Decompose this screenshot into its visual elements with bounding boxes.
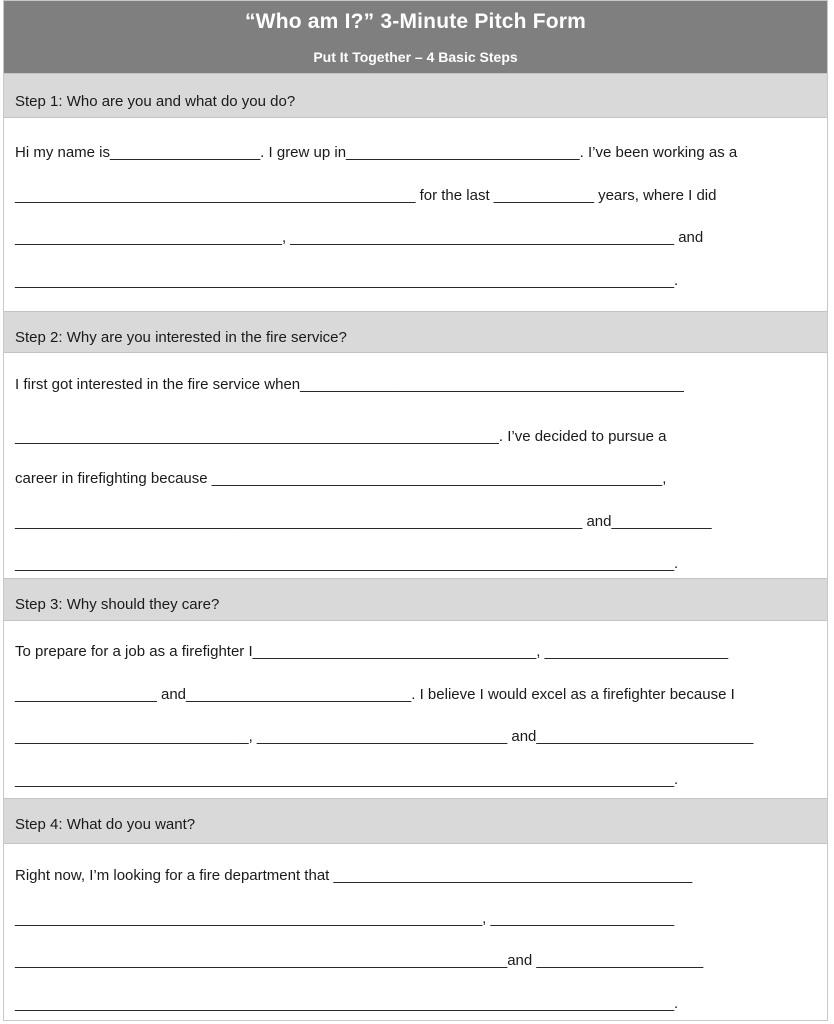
step-1-line[interactable]: ________________________________________________ for the last ____________ years, where I did — [15, 187, 717, 204]
step-1-header — [4, 73, 827, 118]
step-4-line[interactable]: ________________________________________________________, ______________________ — [15, 910, 675, 927]
form-subtitle: Put It Together – 4 Basic Steps — [313, 49, 518, 65]
step-4-line[interactable]: _______________________________________________________________________________. — [15, 995, 679, 1012]
step-3-heading: Step 3: Why should they care? — [15, 596, 220, 613]
step-2-line[interactable]: I first got interested in the fire service when______________________________________________ — [15, 376, 684, 393]
step-4-line[interactable]: Right now, I’m looking for a fire department that ___________________________________________ — [15, 867, 693, 884]
step-3-header — [4, 578, 827, 621]
step-3-line[interactable]: _________________ and___________________________. I believe I would excel as a firefighter because I — [15, 686, 735, 703]
step-1-line[interactable]: Hi my name is__________________. I grew up in____________________________. I’ve been working as a — [15, 144, 738, 161]
pitch-form — [3, 0, 828, 1021]
step-4-header — [4, 798, 827, 844]
form-header — [4, 1, 827, 73]
step-2-heading: Step 2: Why are you interested in the fire service? — [15, 329, 347, 346]
step-1-line[interactable]: _______________________________________________________________________________. — [15, 272, 679, 289]
step-3-line[interactable]: To prepare for a job as a firefighter I__________________________________, ______________________ — [15, 643, 729, 660]
step-2-line[interactable]: _______________________________________________________________________________. — [15, 555, 679, 572]
form-title: “Who am I?” 3-Minute Pitch Form — [244, 10, 587, 33]
step-2-header — [4, 311, 827, 353]
step-2-line[interactable]: __________________________________________________________. I’ve decided to pursue a — [15, 428, 667, 445]
step-1-line[interactable]: ________________________________, ______________________________________________ and — [15, 229, 704, 246]
step-4-heading: Step 4: What do you want? — [15, 816, 196, 833]
step-1-heading: Step 1: Who are you and what do you do? — [15, 93, 296, 110]
step-4-line[interactable]: ___________________________________________________________and ____________________ — [15, 952, 704, 969]
step-2-line[interactable]: career in firefighting because ______________________________________________________, — [15, 470, 667, 487]
step-3-line[interactable]: _______________________________________________________________________________. — [15, 771, 679, 788]
step-3-line[interactable]: ____________________________, ______________________________ and__________________________ — [15, 728, 754, 745]
step-2-line[interactable]: ____________________________________________________________________ and____________ — [15, 513, 712, 530]
